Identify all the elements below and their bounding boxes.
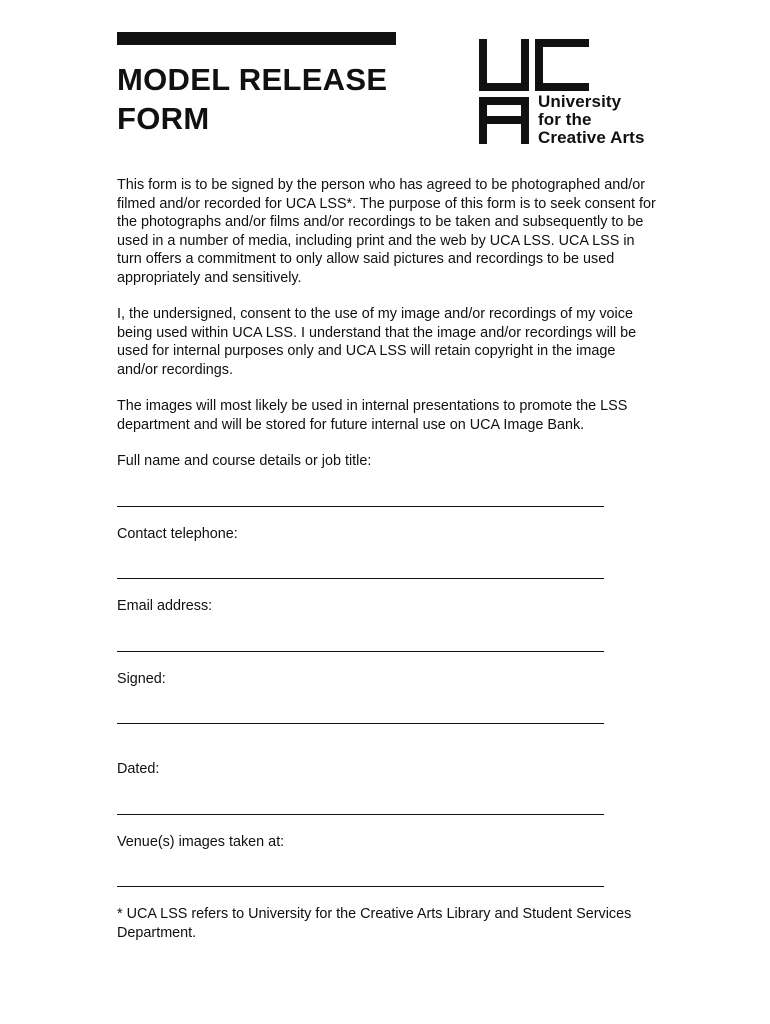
signature-field[interactable] [117, 723, 604, 724]
title-line-2: FORM [117, 101, 210, 136]
venue-field[interactable] [117, 886, 604, 887]
page-title [117, 60, 387, 138]
venue-label: Venue(s) images taken at: [117, 833, 285, 850]
header-bar [117, 32, 396, 45]
form-body [117, 176, 657, 942]
footnote: * UCA LSS refers to University for the Creative Arts Library and Student Services Department. [117, 906, 632, 941]
email-field[interactable] [117, 651, 604, 652]
intro-paragraph: This form is to be signed by the person who has agreed to be photographed and/or filmed and/or recorded for UCA LSS*. The purpose of this form is to seek consent for the photographs and/or films and/or recordings to be taken and subsequently to be used in a number of media, including print and the web by UCA LSS. UCA LSS in turn offers a commitment to only allow said pictures and recordings to be used appropriately and sensitively. [117, 177, 656, 286]
signed-label: Signed: [117, 670, 166, 687]
logo-text-line-1: University [538, 92, 622, 111]
uca-logo [476, 36, 666, 148]
usage-paragraph: The images will most likely be used in internal presentations to promote the LSS department and will be stored for future internal use on UCA Image Bank. [117, 398, 628, 433]
logo-text-line-3: Creative Arts [538, 128, 645, 147]
title-line-1: MODEL RELEASE [117, 62, 388, 97]
full-name-label: Full name and course details or job title: [117, 453, 372, 469]
telephone-field[interactable] [117, 578, 604, 579]
telephone-label: Contact telephone: [117, 525, 238, 542]
full-name-field[interactable] [117, 506, 604, 507]
consent-paragraph: I, the undersigned, consent to the use of my image and/or recordings of my voice being used within UCA LSS. I understand that the image and/or recordings will be used for internal purposes only and UCA LSS will retain copyright in the image and/or recordings. [117, 306, 637, 378]
email-label: Email address: [117, 598, 213, 614]
date-field[interactable] [117, 814, 604, 815]
uca-logo-text [538, 93, 645, 147]
logo-text-line-2: for the [538, 110, 592, 129]
dated-label: Dated: [117, 761, 160, 777]
